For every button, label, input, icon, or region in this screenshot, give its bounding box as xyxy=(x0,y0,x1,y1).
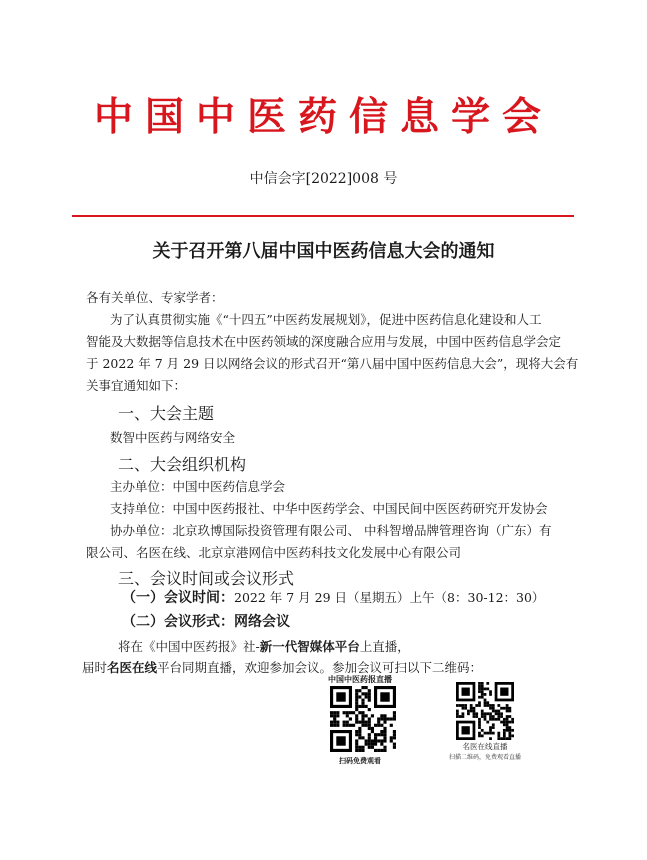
qr-code-2[interactable] xyxy=(456,682,514,740)
live-suffix: 上直播， xyxy=(359,639,410,654)
intro-line-2: 智能及大数据等信息技术在中医药领域的深度融合应用与发展，中国中医药信息学会定 xyxy=(86,334,562,349)
sync-suffix: 平台同期直播，欢迎参加会议。参加会议可扫以下二维码： xyxy=(157,660,483,675)
meeting-form xyxy=(122,611,290,633)
live-platform: 新一代智媒体平台 xyxy=(259,639,360,654)
co-organizers-line-1: 协办单位：北京玖博国际投资管理有限公司、 中科智增品牌管理咨询（广东）有 xyxy=(110,523,552,538)
qr-1-top-caption: 中国中医药报直播 xyxy=(328,675,392,684)
intro-line-4: 关事宜通知如下： xyxy=(86,378,187,393)
meeting-time-label: （一）会议时间： xyxy=(122,590,234,606)
red-divider xyxy=(72,215,574,217)
qr-2-sub-caption: 扫描二维码，免费观看直播 xyxy=(448,754,521,761)
qr-1-bottom-caption: 扫码免费观看 xyxy=(339,757,381,765)
intro-line-3: 于 2022 年 7 月 29 日以网络会议的形式召开“第八届中国中医药信息大会”，现将大会有 xyxy=(86,356,579,371)
qr-2-bottom-caption: 名医在线直播 xyxy=(462,742,508,751)
sync-broadcast-line xyxy=(82,657,482,679)
meeting-time-value: 2022 年 7 月 29 日（星期五）上午（8：30-12：30） xyxy=(234,590,545,605)
document-number: 中信会字[2022]008 号 xyxy=(249,171,398,187)
meeting-form-label: （二）会议形式： xyxy=(122,614,234,630)
co-organizers-line-2: 限公司、名医在线、北京京港网信中医药科技文化发展中心有限公司 xyxy=(86,545,462,560)
organization-title: 中国中医药信息学会 xyxy=(93,94,553,140)
live-prefix: 将在《中国中医药报》社- xyxy=(118,639,260,654)
sync-prefix: 届时 xyxy=(82,660,108,675)
qr-code-1[interactable] xyxy=(330,686,396,752)
conference-theme: 数智中医药与网络安全 xyxy=(110,430,236,445)
intro-line-1: 为了认真贯彻实施《“十四五”中医药发展规划》，促进中医药信息化建设和人工 xyxy=(110,312,542,327)
section-3-heading: 三、会议时间或会议形式 xyxy=(118,569,295,588)
section-2-heading: 二、大会组织机构 xyxy=(118,455,247,474)
section-1-heading: 一、大会主题 xyxy=(118,404,215,423)
notice-title: 关于召开第八届中国中医药信息大会的通知 xyxy=(152,241,495,262)
sync-platform: 名医在线 xyxy=(107,660,158,675)
live-broadcast-line xyxy=(118,636,410,658)
meeting-time xyxy=(122,587,544,609)
supporting-organizers: 支持单位：中国中医药报社、中华中医药学会、中国民间中医医药研究开发协会 xyxy=(110,501,548,516)
salutation: 各有关单位、专家学者： xyxy=(86,290,224,305)
host-organizer: 主办单位：中国中医药信息学会 xyxy=(110,479,286,494)
meeting-form-value: 网络会议 xyxy=(234,614,290,630)
